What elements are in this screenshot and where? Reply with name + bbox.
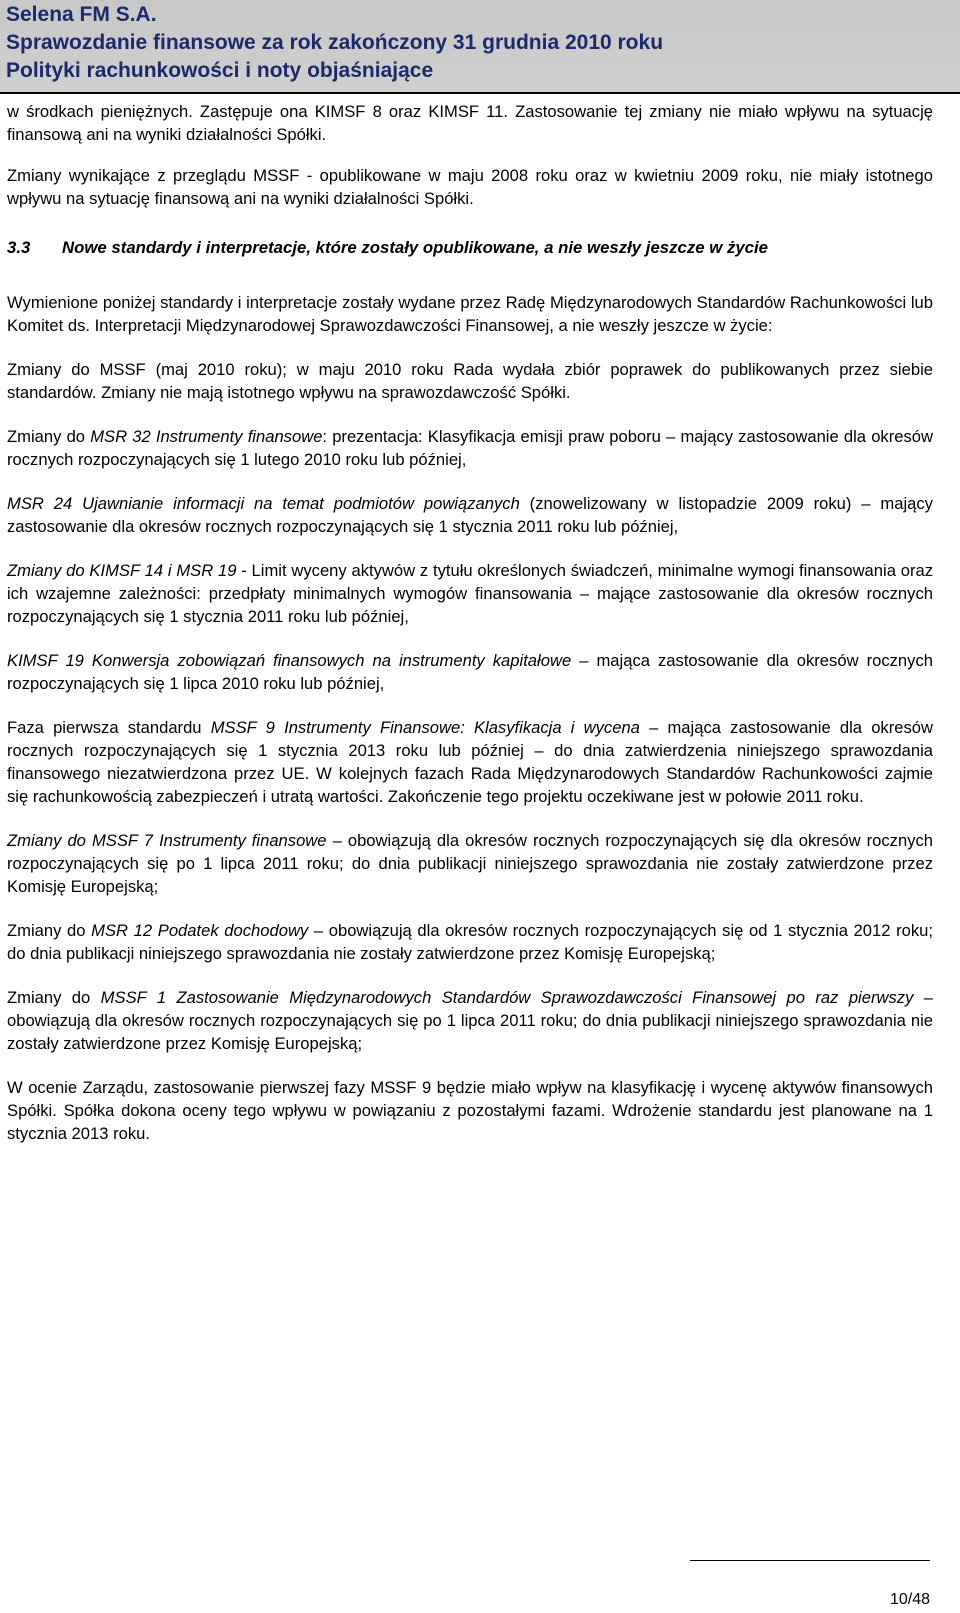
- paragraph: [7, 986, 933, 1055]
- report-title: Sprawozdanie finansowe za rok zakończony 31 grudnia 2010 roku: [6, 31, 664, 54]
- text-run: : prezentacja: Klasyfikacja emisji praw poboru – mający zastosowanie dla okresów rocznych rozpoczynających się 1 lutego 2010 roku lub później,: [7, 427, 933, 469]
- paragraph: [7, 649, 933, 695]
- text-run: – mająca zastosowanie dla okresów rocznych rozpoczynających się 1 stycznia 2013 roku lub później – do dnia zatwierdzenia niniejszego sprawozdania finansowego niezatwierdzona przez UE. W kolejnych fazach Rada Międzynarodowych Standardów Rachunkowości zajmie się rachunkowością zabezpieczeń i utratą wartości. Zakończenie tego projektu oczekiwane jest w połowie 2011 roku.: [7, 718, 933, 806]
- paragraph: Zmiany wynikające z przeglądu MSSF - opublikowane w maju 2008 roku oraz w kwietniu 2009 roku, nie miały istotnego wpływu na sytuację finansową ani na wyniki działalności Spółki.: [7, 166, 933, 208]
- text-run: – obowiązują dla okresów rocznych rozpoczynających się od 1 stycznia 2012 roku; do dnia publikacji niniejszego sprawozdania nie zostały zatwierdzone przez Komisję Europejską;: [7, 921, 933, 963]
- section-heading-text: Nowe standardy i interpretacje, które zostały opublikowane, a nie weszły jeszcze w życie: [62, 238, 768, 257]
- page-number: 10/48: [889, 1591, 930, 1608]
- paragraph: [7, 492, 933, 538]
- section-heading: [7, 236, 933, 259]
- section-number: 3.3: [7, 238, 31, 257]
- text-run: – mająca zastosowanie dla okresów rocznych rozpoczynających się 1 lipca 2010 roku lub później,: [7, 651, 933, 693]
- paragraph: W ocenie Zarządu, zastosowanie pierwszej fazy MSSF 9 będzie miało wpływ na klasyfikację i wycenę aktywów finansowych Spółki. Spółka dokona oceny tego wpływu w powiązaniu z pozostałymi fazami. Wdrożenie standardu jest planowane na 1 stycznia 2013 roku.: [7, 1078, 933, 1143]
- company-name: Selena FM S.A.: [6, 3, 157, 26]
- standard-name: KIMSF 19 Konwersja zobowiązań finansowych na instrumenty kapitałowe: [7, 651, 572, 670]
- standard-name: MSSF 9 Instrumenty Finansowe: Klasyfikacja i wycena: [210, 718, 640, 737]
- page-footer: [690, 1560, 930, 1613]
- page-header: [0, 0, 960, 94]
- paragraph: [7, 919, 933, 965]
- paragraph: [7, 716, 933, 808]
- paragraph: [7, 559, 933, 628]
- standard-name: MSR 32 Instrumenty finansowe: [90, 427, 323, 446]
- text-run: Faza pierwsza standardu: [7, 718, 211, 737]
- paragraph: Zmiany do MSSF (maj 2010 roku); w maju 2010 roku Rada wydała zbiór poprawek do publikowanych przez siebie standardów. Zmiany nie mają istotnego wpływu na sprawozdawczość Spółki.: [7, 360, 933, 402]
- text-run: – obowiązują dla okresów rocznych rozpoczynających się dla okresów rocznych rozpoczynających się po 1 lipca 2011 roku; do dnia publikacji niniejszego sprawozdania nie zostały zatwierdzone przez Komisję Europejską;: [7, 831, 934, 896]
- paragraph: [7, 425, 933, 471]
- standard-name: MSR 24 Ujawnianie informacji na temat podmiotów powiązanych: [7, 494, 520, 513]
- text-run: – obowiązują dla okresów rocznych rozpoczynających się po 1 lipca 2011 roku; do dnia publikacji niniejszego sprawozdania nie zostały zatwierdzone przez Komisję Europejską;: [7, 988, 934, 1053]
- text-run: Zmiany do: [7, 427, 91, 446]
- text-run: (znowelizowany w listopadzie 2009 roku) – mający zastosowanie dla okresów rocznych rozpoczynających się 1 stycznia 2011 roku lub później,: [7, 494, 933, 536]
- text-run: - Limit wyceny aktywów z tytułu określonych świadczeń, minimalne wymogi finansowania oraz ich wzajemne zależności: przedpłaty minimalnych wymogów finansowania – mające zastosowanie dla okresów rocznych rozpoczynających się 1 stycznia 2011 roku lub później,: [7, 561, 933, 626]
- text-run: Zmiany do: [7, 921, 92, 940]
- standard-name: MSR 12 Podatek dochodowy: [91, 921, 309, 940]
- standard-name: Zmiany do MSSF 7 Instrumenty finansowe: [7, 831, 327, 850]
- section-title: Polityki rachunkowości i noty objaśniające: [6, 59, 434, 82]
- standard-name: MSSF 1 Zastosowanie Międzynarodowych Standardów Sprawozdawczości Finansowej po raz pierwszy: [100, 988, 914, 1007]
- paragraph: [7, 829, 933, 898]
- paragraph: Wymienione poniżej standardy i interpretacje zostały wydane przez Radę Międzynarodowych Standardów Rachunkowości lub Komitet ds. Interpretacji Międzynarodowej Sprawozdawczości Finansowej, a nie weszły jeszcze w życie:: [7, 293, 933, 335]
- standard-name: Zmiany do KIMSF 14 i MSR 19: [7, 561, 237, 580]
- text-run: Zmiany do: [7, 988, 101, 1007]
- paragraph: w środkach pieniężnych. Zastępuje ona KIMSF 8 oraz KIMSF 11. Zastosowanie tej zmiany nie miało wpływu na sytuację finansową ani na wyniki działalności Spółki.: [7, 102, 933, 144]
- document-body: [7, 100, 933, 1145]
